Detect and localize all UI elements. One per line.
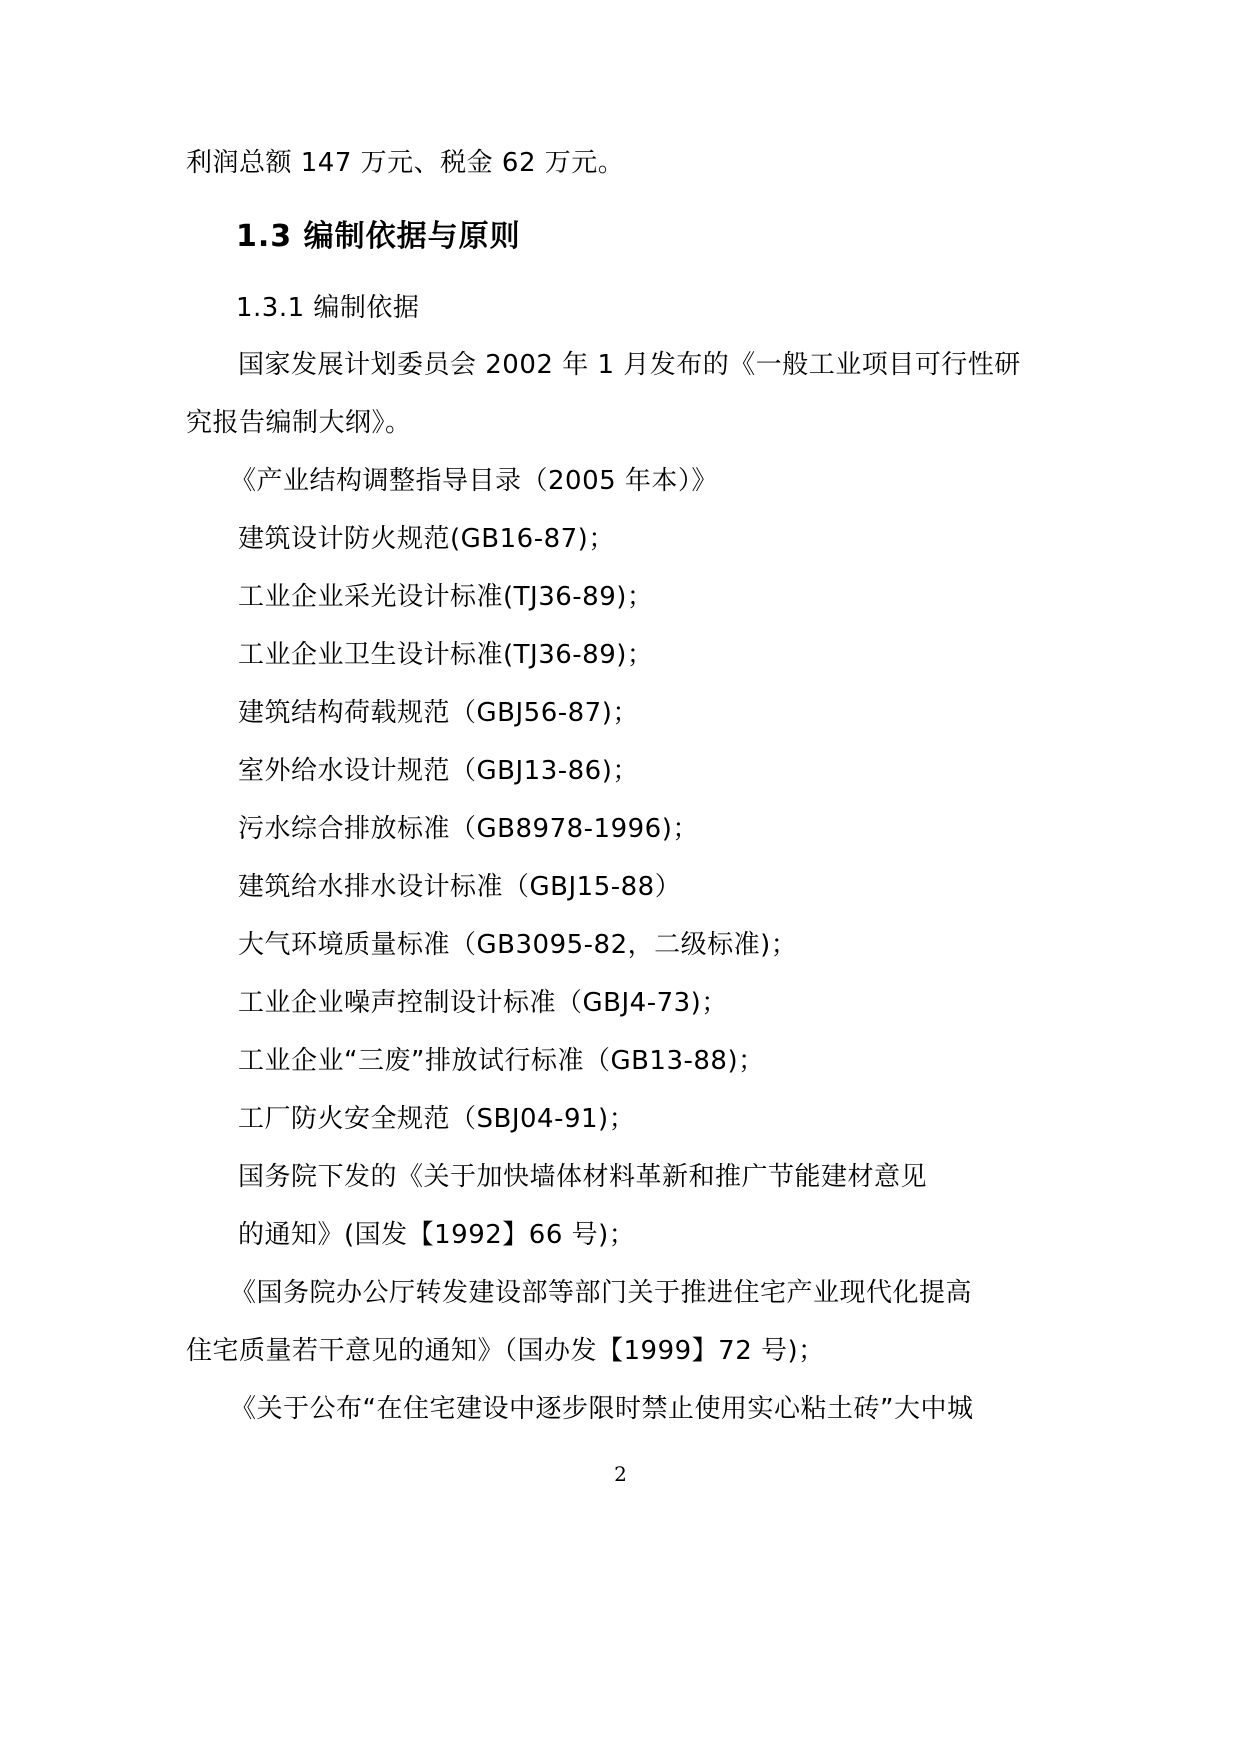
reference-item: 大气环境质量标准（GB3095-82，二级标准)； — [238, 930, 798, 960]
section-heading: 1.3 编制依据与原则 — [236, 219, 521, 254]
office-line-1: 《国务院办公厅转发建设部等部门关于推进住宅产业现代化提高 — [230, 1278, 973, 1308]
intro-line: 利润总额 147 万元、税金 62 万元。 — [186, 148, 625, 178]
last-line: 《关于公布“在住宅建设中逐步限时禁止使用实心粘土砖”大中城 — [230, 1394, 974, 1424]
reference-item: 室外给水设计规范（GBJ13-86)； — [238, 756, 639, 786]
subsection-heading: 1.3.1 编制依据 — [236, 293, 420, 323]
reference-item: 建筑结构荷载规范（GBJ56-87)； — [238, 698, 639, 728]
reference-item: 建筑设计防火规范(GB16-87)； — [238, 524, 615, 554]
reference-item: 污水综合排放标准（GB8978-1996)； — [238, 814, 699, 844]
office-line-2: 住宅质量若干意见的通知》（国办发【1999】72 号)； — [186, 1336, 825, 1366]
reference-item: 工业企业卫生设计标准(TJ36-89)； — [238, 640, 654, 670]
reference-item: 建筑给水排水设计标准（GBJ15-88） — [238, 872, 682, 902]
page-number: 2 — [614, 1462, 627, 1486]
reference-item: 工业企业“三废”排放试行标准（GB13-88)； — [238, 1046, 765, 1076]
state-council-line-2: 的通知》(国发【1992】66 号)； — [238, 1220, 636, 1250]
reference-item: 工业企业噪声控制设计标准（GBJ4-73)； — [238, 988, 728, 1018]
reference-item: 工业企业采光设计标准(TJ36-89)； — [238, 582, 654, 612]
state-council-line-1: 国务院下发的《关于加快墙体材料革新和推广节能建材意见 — [238, 1162, 928, 1192]
paragraph-1-line-2: 究报告编制大纲》。 — [186, 408, 412, 438]
reference-item: 《产业结构调整指导目录（2005 年本）》 — [230, 466, 718, 496]
reference-item: 工厂防火安全规范（SBJ04-91)； — [238, 1104, 636, 1134]
paragraph-1-line-1: 国家发展计划委员会 2002 年 1 月发布的《一般工业项目可行性研 — [238, 350, 1021, 380]
